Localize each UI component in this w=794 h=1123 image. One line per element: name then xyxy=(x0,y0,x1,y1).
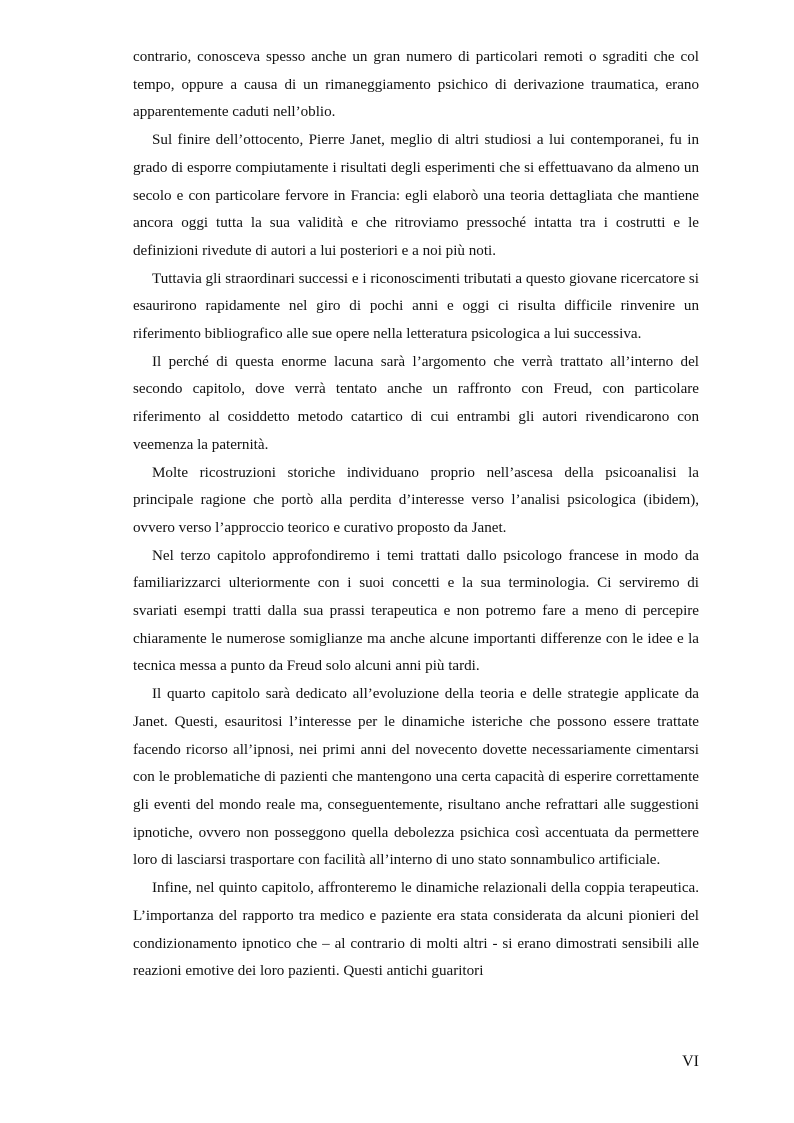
page-number: VI xyxy=(682,1053,699,1070)
paragraph-continuation: contrario, conosceva spesso anche un gran numero di particolari remoti o sgraditi che col tempo, oppure a causa di un rimaneggiamento psichico di derivazione traumatica, erano apparentemente caduti nell’oblio. xyxy=(133,49,699,121)
paragraph-fifth-chapter: Infine, nel quinto capitolo, affronteremo le dinamiche relazionali della coppia terapeutica. L’importanza del rapporto tra medico e paziente era stata considerata da alcuni pionieri del condizionamento ipnotico che – al contrario di molti altri - si erano dimostrati sensibili alle reazioni emotive dei loro pazienti. Questi antichi guaritori xyxy=(133,880,699,980)
paragraph-second-chapter: Il perché di questa enorme lacuna sarà l’argomento che verrà trattato all’interno del secondo capitolo, dove verrà tentato anche un raffronto con Freud, con particolare riferimento al cosiddetto metodo catartico di cui entrambi gli autori rivendicarono con veemenza la paternità. xyxy=(133,353,699,453)
paragraph-fourth-chapter: Il quarto capitolo sarà dedicato all’evoluzione della teoria e delle strategie applicate da Janet. Questi, esauritosi l’interesse per le dinamiche isteriche che possono essere trattate facendo ricorso all’ipnosi, nei primi anni del novecento dovette necessariamente cimentarsi con le problematiche di pazienti che mantengono una certa capacità di esperire correttamente gli eventi del mondo reale ma, conseguentemente, risultano anche refrattari alle suggestioni ipnotiche, ovvero non posseggono quella debolezza psichica così accentuata da permettere loro di lasciarsi trasportare con facilità all’interno di uno stato sonnambulico artificiale. xyxy=(133,686,699,869)
paragraph-third-chapter: Nel terzo capitolo approfondiremo i temi trattati dallo psicologo francese in modo da familiarizzarci ulteriormente con i suoi concetti e la sua terminologia. Ci serviremo di svariati esempi tratti dalla sua prassi terapeutica e non potremo fare a meno di percepire chiaramente le numerose somiglianze ma anche alcune importanti differenze con le idee e la tecnica messa a punto da Freud solo alcuni anni più tardi. xyxy=(133,547,699,675)
paragraph-janet-intro: Sul finire dell’ottocento, Pierre Janet, meglio di altri studiosi a lui contemporanei, fu in grado di esporre compiutamente i risultati degli esperimenti che si effettuavano da almeno un secolo e con particolare fervore in Francia: egli elaborò una teoria dettagliata che mantiene ancora oggi tutta la sua validità e che ritroviamo pressoché intatta tra i costrutti e le definizioni rivedute di autori a lui posteriori e a noi più noti. xyxy=(133,132,699,259)
paragraph-historical-reconstructions: Molte ricostruzioni storiche individuano proprio nell’ascesa della psicoanalisi la principale ragione che portò alla perdita d’interesse verso l’analisi psicologica (ibidem), ovvero verso l’approccio teorico e curativo proposto da Janet. xyxy=(133,464,699,536)
paragraph-successes: Tuttavia gli straordinari successi e i riconoscimenti tributati a questo giovane ricercatore si esaurirono rapidamente nel giro di pochi anni e oggi ci risulta difficile rinvenire un riferimento bibliografico alle sue opere nella letteratura psicologica a lui successiva. xyxy=(133,270,699,343)
page-body xyxy=(133,44,699,986)
